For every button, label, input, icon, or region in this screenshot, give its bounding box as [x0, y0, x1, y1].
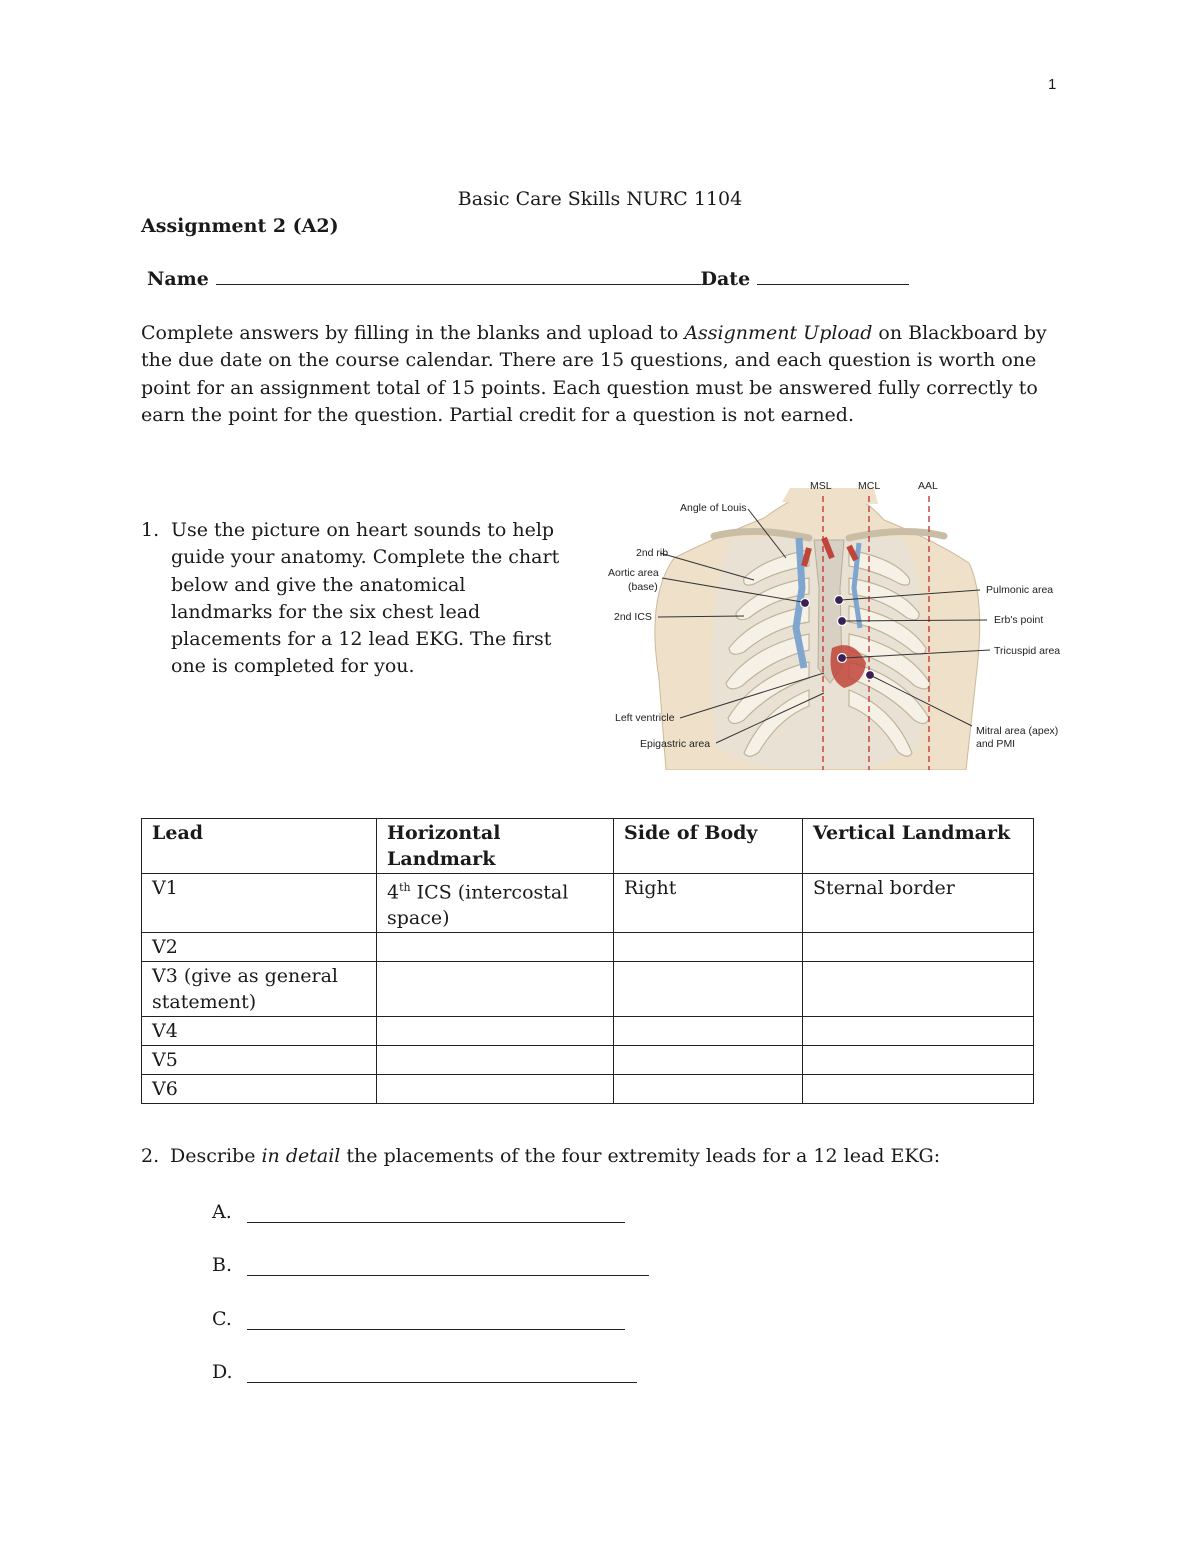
- cell-side-blank[interactable]: [614, 1017, 803, 1046]
- date-blank[interactable]: [757, 268, 909, 285]
- table-header-row: [142, 819, 1034, 874]
- cell-lead: V1: [142, 874, 377, 933]
- question-1: [141, 517, 571, 681]
- figure-label-pulmonic: Pulmonic area: [986, 584, 1054, 596]
- figure-label-aortic-base: (base): [628, 581, 658, 593]
- answer-b-label: B.: [212, 1254, 233, 1276]
- answer-c-label: C.: [212, 1308, 232, 1330]
- cell-side-blank[interactable]: [614, 1075, 803, 1104]
- page-number: 1: [1048, 76, 1057, 93]
- answer-a-label: A.: [212, 1201, 232, 1223]
- q2-emphasis: in detail: [261, 1145, 341, 1167]
- cell-lead: V4: [142, 1017, 377, 1046]
- intro-text-1: Complete answers by filling in the blanks and upload to: [141, 322, 685, 344]
- horizontal-rest: ICS (intercostal space): [387, 881, 569, 930]
- table-row: [142, 1075, 1034, 1104]
- instructions: [141, 320, 1071, 429]
- answer-d-label: D.: [212, 1361, 233, 1383]
- figure-label-2nd-ics: 2nd ICS: [614, 611, 652, 623]
- figure-label-mitral: Mitral area (apex): [976, 725, 1059, 737]
- cell-vertical-blank[interactable]: [803, 962, 1034, 1017]
- lead-placement-table: [141, 818, 1034, 1104]
- cell-horizontal-blank[interactable]: [377, 962, 614, 1017]
- cell-lead: V2: [142, 933, 377, 962]
- cell-side-blank[interactable]: [614, 933, 803, 962]
- table-row: [142, 874, 1034, 933]
- cell-horizontal-blank[interactable]: [377, 933, 614, 962]
- cell-horizontal-blank[interactable]: [377, 1075, 614, 1104]
- table-row: [142, 1046, 1034, 1075]
- table-row: [142, 1017, 1034, 1046]
- question-2-number: 2.: [141, 1145, 160, 1167]
- table-row: [142, 933, 1034, 962]
- name-label: Name: [147, 268, 209, 290]
- figure-label-erbs-point: Erb's point: [994, 614, 1044, 626]
- header-horizontal-landmark: Horizontal Landmark: [377, 819, 614, 874]
- answer-d-blank[interactable]: [247, 1382, 637, 1383]
- cell-horizontal-blank[interactable]: [377, 1017, 614, 1046]
- cell-side: Right: [614, 874, 803, 933]
- answer-a-blank[interactable]: [247, 1222, 625, 1223]
- date-label: Date: [700, 268, 751, 290]
- figure-label-pmi: and PMI: [976, 738, 1016, 750]
- q2-suffix: the placements of the four extremity leads for a 12 lead EKG:: [340, 1145, 941, 1167]
- name-blank[interactable]: [216, 268, 701, 285]
- figure-label-mcl: MCL: [858, 480, 881, 492]
- figure-label-left-ventricle: Left ventricle: [615, 712, 675, 724]
- answer-c: [212, 1308, 232, 1330]
- figure-label-2nd-rib: 2nd rib: [636, 547, 669, 559]
- assignment-title: Assignment 2 (A2): [141, 215, 339, 237]
- cell-lead: V3 (give as general statement): [142, 962, 377, 1017]
- header-vertical-landmark: Vertical Landmark: [803, 819, 1034, 874]
- horizontal-prefix: 4: [387, 881, 400, 904]
- figure-label-epigastric: Epigastric area: [640, 738, 711, 750]
- cell-horizontal-blank[interactable]: [377, 1046, 614, 1075]
- course-title: Basic Care Skills NURC 1104: [457, 188, 743, 210]
- heart-sounds-figure: [604, 478, 1064, 770]
- answer-d: [212, 1361, 233, 1383]
- name-date-line: [147, 268, 909, 290]
- answer-c-blank[interactable]: [247, 1329, 625, 1330]
- answer-b: [212, 1254, 232, 1276]
- cell-lead: V6: [142, 1075, 377, 1104]
- figure-label-aal: AAL: [918, 480, 938, 492]
- answer-a: [212, 1201, 232, 1223]
- cell-side-blank[interactable]: [614, 1046, 803, 1075]
- question-1-text: Use the picture on heart sounds to help guide your anatomy. Complete the chart below and give the anatomical landmarks for the six chest lead placements for a 12 lead EKG. The first one is completed for you.: [171, 519, 560, 678]
- figure-label-tricuspid: Tricuspid area: [994, 645, 1061, 657]
- table-row: [142, 962, 1034, 1017]
- cell-vertical-blank[interactable]: [803, 1017, 1034, 1046]
- cell-vertical-blank[interactable]: [803, 933, 1034, 962]
- figure-label-angle-of-louis: Angle of Louis: [680, 502, 747, 514]
- figure-label-msl: MSL: [810, 480, 832, 492]
- cell-lead: V5: [142, 1046, 377, 1075]
- figure-label-aortic-area: Aortic area: [608, 567, 659, 579]
- question-1-number: 1.: [141, 519, 160, 541]
- question-2-text: [170, 1145, 940, 1167]
- intro-text-2: on Blackboard by the due date on the course calendar. There are 15 questions, and each question is worth one point for an assignment total of 15 points. Each question must be answered fully correctly to earn the point for the question. Partial credit for a question is not earned.: [141, 322, 1047, 426]
- answer-b-blank[interactable]: [247, 1275, 649, 1276]
- cell-vertical: Sternal border: [803, 874, 1034, 933]
- q2-prefix: Describe: [170, 1145, 262, 1167]
- header-side-of-body: Side of Body: [614, 819, 803, 874]
- cell-vertical-blank[interactable]: [803, 1075, 1034, 1104]
- header-lead: Lead: [142, 819, 377, 874]
- horizontal-superscript: th: [399, 881, 411, 894]
- cell-horizontal: [377, 874, 614, 933]
- cell-vertical-blank[interactable]: [803, 1046, 1034, 1075]
- cell-side-blank[interactable]: [614, 962, 803, 1017]
- intro-emphasis: Assignment Upload: [684, 322, 873, 344]
